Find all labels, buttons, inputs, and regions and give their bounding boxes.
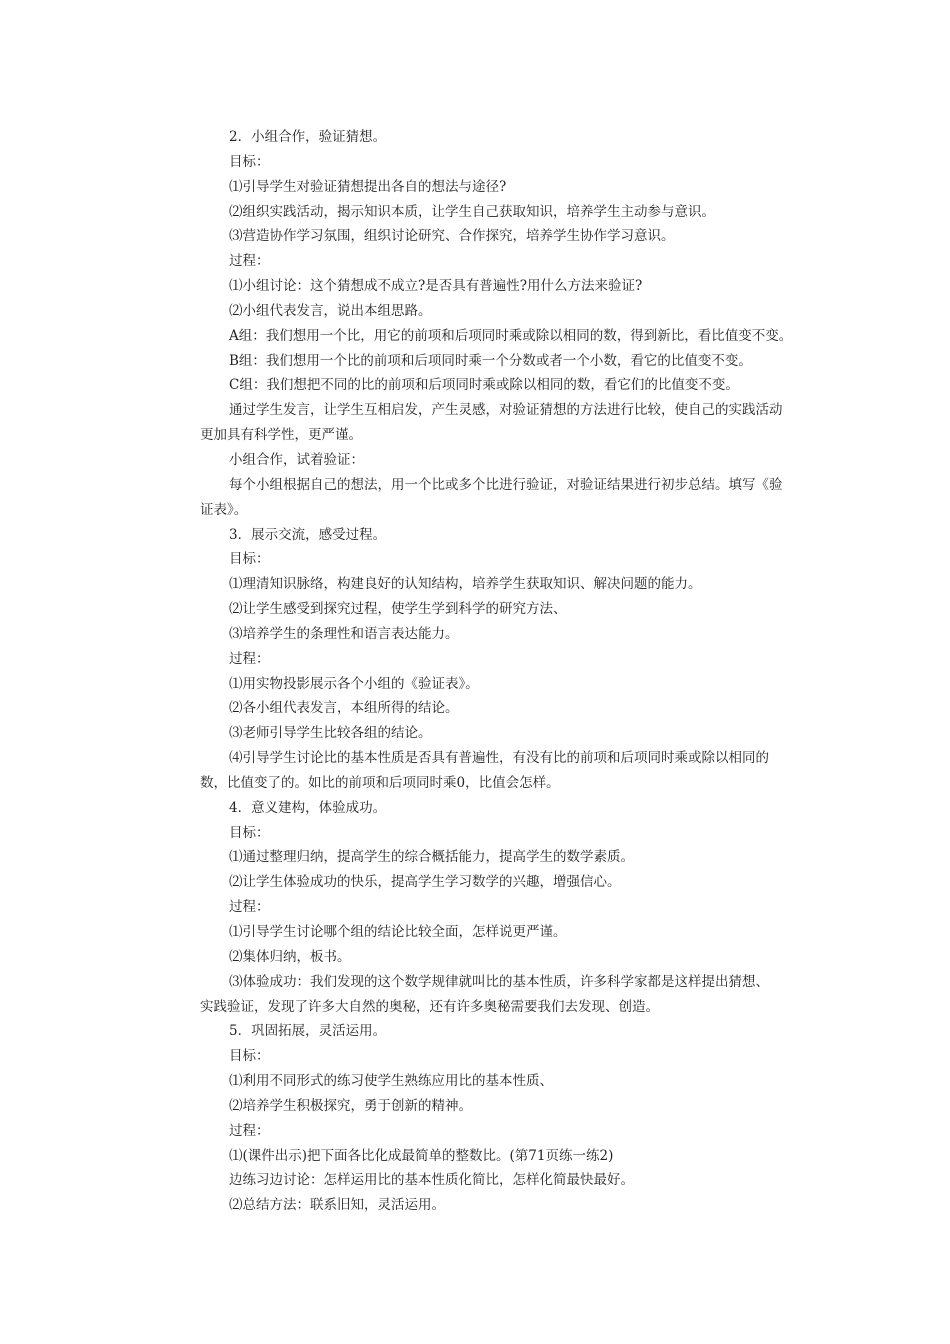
text-line: 每个小组根据自己的想法，用一个比或多个比进行验证，对验证结果进行初步总结。填写《验 [229,476,783,493]
text-line: 通过学生发言，让学生互相启发，产生灵感，对验证猜想的方法进行比较，使自己的实践活动 [229,402,783,419]
text-line: ⑴小组讨论：这个猜想成不成立?是否具有普遍性?用什么方法来验证? [229,278,643,295]
text-line: ⑴用实物投影展示各个小组的《验证表》。 [229,675,479,692]
text-line: B组：我们想用一个比的前项和后项同时乘一个分数或者一个小数，看它的比值变不变。 [229,352,752,369]
text-line: ⑵让学生体验成功的快乐，提高学生学习数学的兴趣，增强信心。 [229,874,621,891]
text-line: 目标： [229,824,270,841]
text-line: A组：我们想用一个比，用它的前项和后项同时乘或除以相同的数，得到新比，看比值变不变。 [229,327,793,344]
text-line: 2．小组合作，验证猜想。 [229,129,387,145]
text-line: ⑴引导学生对验证猜想提出各自的想法与途径? [229,178,507,195]
text-line: ⑴引导学生讨论哪个组的结论比较全面，怎样说更严谨。 [229,924,567,940]
text-line: ⑵组织实践活动，揭示知识本质，让学生自己获取知识，培养学生主动参与意识。 [229,203,715,220]
text-line: ⑵培养学生积极探究，勇于创新的精神。 [229,1097,472,1114]
text-line: 4．意义建构，体验成功。 [229,799,387,816]
text-line: 5．巩固拓展，灵活运用。 [229,1023,387,1040]
text-line: 小组合作，试着验证： [229,451,364,468]
text-line: ⑵集体归纳，板书。 [229,948,351,965]
text-line: ⑵让学生感受到探究过程，使学生学到科学的研究方法、 [229,601,567,618]
text-line: ⑴理清知识脉络，构建良好的认知结构，培养学生获取知识、解决问题的能力。 [229,576,702,593]
text-line: ⑷引导学生讨论比的基本性质是否具有普遍性，有没有比的前项和后项同时乘或除以相同的 [229,750,769,767]
text-line: C组：我们想把不同的比的前项和后项同时乘或除以相同的数，看它们的比值变不变。 [229,377,739,394]
text-line: 目标： [229,153,270,170]
text-line: ⑶培养学生的条理性和语言表达能力。 [229,625,459,642]
text-line: 过程： [229,899,270,916]
text-line: 过程： [229,1122,270,1139]
text-line: 3．展示交流，感受过程。 [229,526,387,543]
text-line: 更加具有科学性，更严谨。 [200,427,362,444]
text-line: ⑶营造协作学习氛围，组织讨论研究、合作探究，培养学生协作学习意识。 [229,228,675,245]
text-line: 目标： [229,551,270,568]
text-line: ⑶体验成功：我们发现的这个数学规律就叫比的基本性质，许多科学家都是这样提出猜想、 [229,973,769,990]
document-body [200,125,812,1218]
text-line: ⑵总结方法：联系旧知，灵活运用。 [229,1197,445,1214]
text-line: 边练习边讨论：怎样运用比的基本性质化简比，怎样化简最快最好。 [229,1172,634,1189]
text-line: 过程： [229,650,270,667]
text-line: ⑶老师引导学生比较各组的结论。 [229,725,432,742]
text-line: 目标： [229,1048,270,1065]
text-line: ⑵小组代表发言，说出本组思路。 [229,302,432,319]
text-line: 证表》。 [200,501,248,518]
text-line: ⑵各小组代表发言，本组所得的结论。 [229,700,459,717]
text-line: 过程： [229,253,270,270]
text-line: 数，比值变了的。如比的前项和后项同时乘0，比值会怎样。 [200,774,560,791]
text-line: 实践验证，发现了许多大自然的奥秘，还有许多奥秘需要我们去发现、创造。 [200,998,659,1015]
text-line: ⑴通过整理归纳，提高学生的综合概括能力，提高学生的数学素质。 [229,849,634,866]
text-line: ⑴利用不同形式的练习使学生熟练应用比的基本性质、 [229,1073,553,1090]
text-line: ⑴(课件出示)把下面各比化成最简单的整数比。(第71页练一练2) [229,1147,614,1164]
